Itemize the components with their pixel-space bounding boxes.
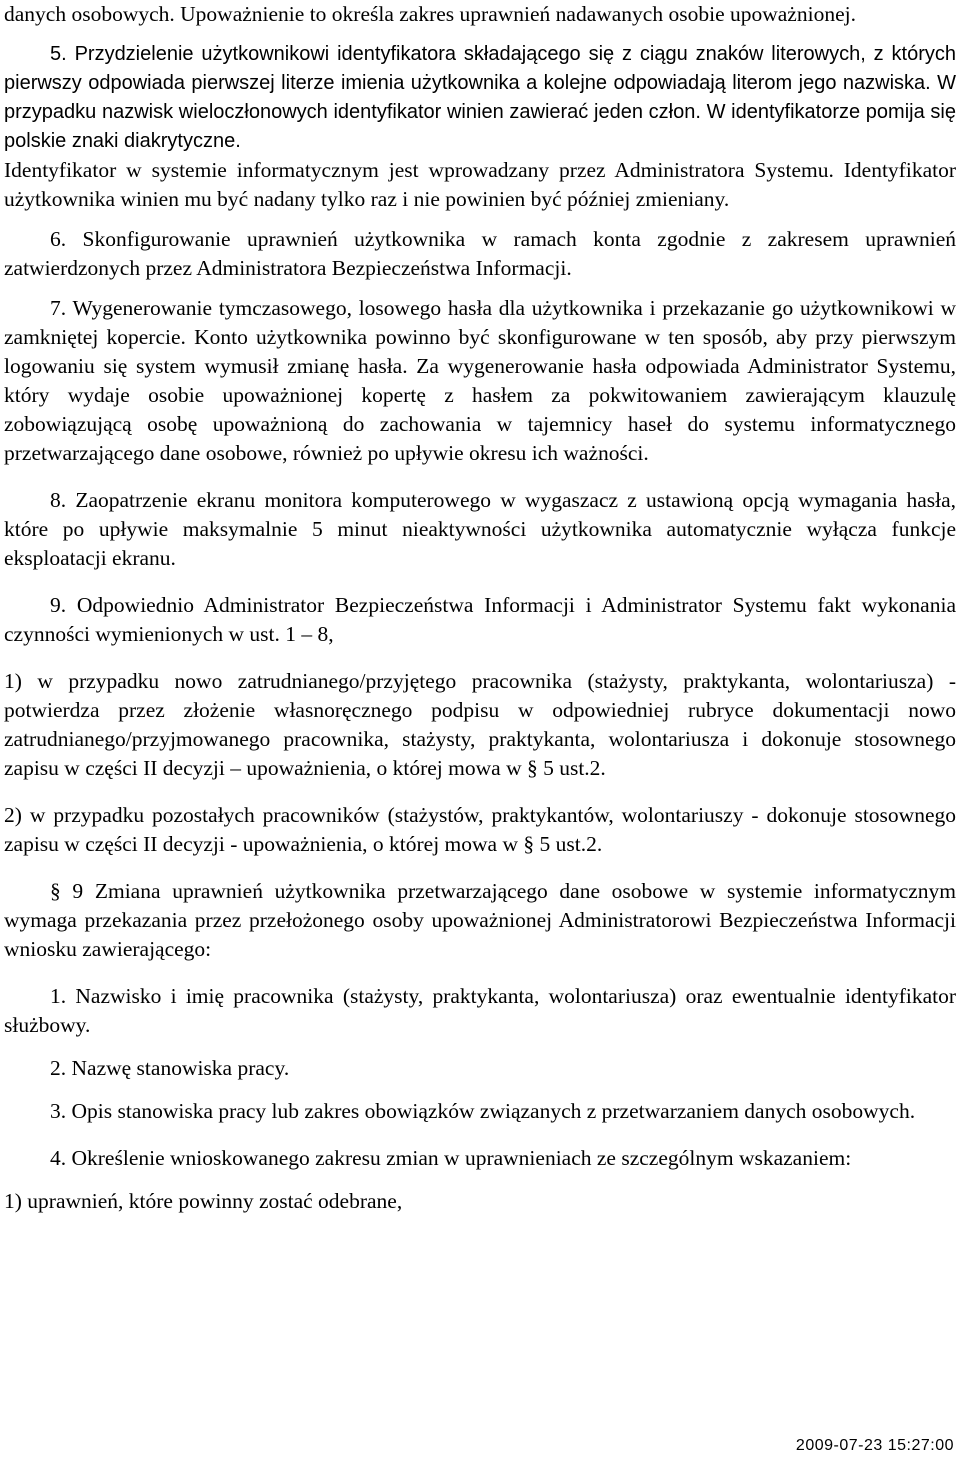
paragraph-9: 9. Odpowiednio Administrator Bezpieczeństwa Informacji i Administrator Systemu fakt wykonania czynności wymienionych w ust. 1 – 8,	[4, 593, 956, 646]
paragraph-8: 8. Zaopatrzenie ekranu monitora komputerowego w wygaszacz z ustawioną opcją wymagania hasła, które po upływie maksymalnie 5 minut nieaktywności użytkownika automatycznie wyłącza funkcje eksploatacji ekranu.	[4, 488, 956, 570]
section-9-item-3: 3. Opis stanowiska pracy lub zakres obowiązków związanych z przetwarzaniem danych osobowych.	[50, 1099, 916, 1123]
footer-timestamp: 2009-07-23 15:27:00	[795, 1437, 954, 1454]
paragraph-9-item-2: 2) w przypadku pozostałych pracowników (stażystów, praktykantów, wolontariuszy - dokonuje stosownego zapisu w części II decyzji - upoważnienia, o której mowa w § 5 ust.2.	[4, 803, 956, 856]
paragraph-6: 6. Skonfigurowanie uprawnień użytkownika w ramach konta zgodnie z zakresem uprawnień zatwierdzonych przez Administratora Bezpieczeństwa Informacji.	[4, 227, 956, 280]
paragraph-9-item-1: 1) w przypadku nowo zatrudnianego/przyjętego pracownika (stażysty, praktykanta, wolontariusza) - potwierdza przez złożenie własnoręcznego podpisu w odpowiedniej rubryce dokumentacji nowo zatrudnianego/przyjmowanego pracownika, stażysty, praktykanta, wolontariusza i dokonuje stosownego zapisu w części II decyzji – upoważnienia, o której mowa w § 5 ust.2.	[4, 669, 956, 780]
section-9-item-4-sub-1: 1) uprawnień, które powinny zostać odebrane,	[4, 1189, 403, 1213]
paragraph-intro: danych osobowych. Upoważnienie to określa zakres uprawnień nadawanych osobie upoważnionej.	[4, 2, 856, 26]
paragraph-5-continued: Identyfikator w systemie informatycznym jest wprowadzany przez Administratora Systemu. Identyfikator użytkownika winien mu być nadany tylko raz i nie powinien być później zmieniany.	[4, 158, 956, 211]
section-9-item-1: 1. Nazwisko i imię pracownika (stażysty, praktykanta, wolontariusza) oraz ewentualnie identyfikator służbowy.	[4, 984, 956, 1037]
paragraph-7: 7. Wygenerowanie tymczasowego, losowego hasła dla użytkownika i przekazanie go użytkownikowi w zamkniętej kopercie. Konto użytkownika powinno być skonfigurowane w ten sposób, aby przy pierwszym logowaniu się system wymusił zmianę hasła. Za wygenerowanie hasła odpowiada Administrator Systemu, który wydaje osobie upoważnionej kopertę z hasłem za pokwitowaniem zawierającym klauzulę zobowiązującą osobę upoważnioną do zachowania w tajemnicy haseł do systemu informatycznego przetwarzającego dane osobowe, również po upływie okresu ich ważności.	[4, 296, 956, 465]
document-page	[4, 0, 956, 1216]
paragraph-5: 5. Przydzielenie użytkownikowi identyfikatora składającego się z ciągu znaków literowych, z których pierwszy odpowiada pierwszej literze imienia użytkownika a kolejne odpowiadają literom jego nazwiska. W przypadku nazwisk wieloczłonowych identyfikator winien zawierać jeden człon. W identyfikatorze pomija się polskie znaki diakrytyczne.	[4, 43, 956, 152]
section-9-item-2: 2. Nazwę stanowiska pracy.	[50, 1056, 290, 1080]
section-9-item-4: 4. Określenie wnioskowanego zakresu zmian w uprawnieniach ze szczególnym wskazaniem:	[50, 1146, 852, 1170]
section-9-heading: § 9 Zmiana uprawnień użytkownika przetwarzającego dane osobowe w systemie informatycznym wymaga przekazania przez przełożonego osoby upoważnionej Administratorowi Bezpieczeństwa Informacji wniosku zawierającego:	[4, 879, 956, 961]
